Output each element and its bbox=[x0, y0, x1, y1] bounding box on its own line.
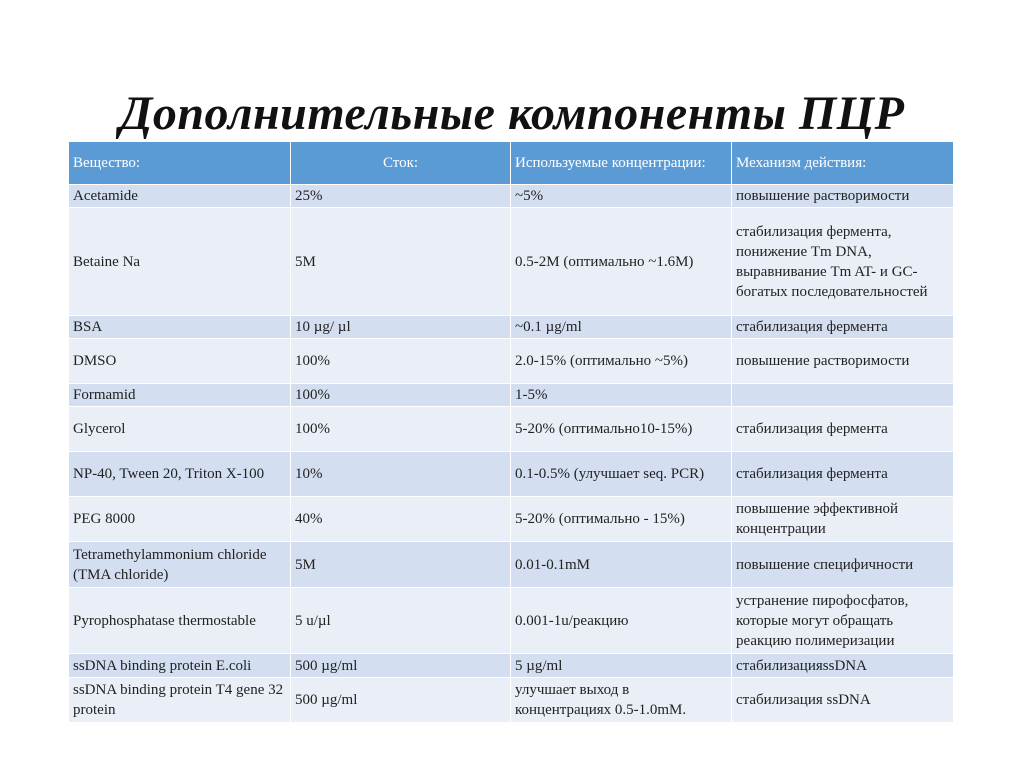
cell-concentration: 1-5% bbox=[511, 384, 732, 407]
header-concentration: Используемые концентрации: bbox=[511, 142, 732, 185]
cell-stock: 500 µg/ml bbox=[291, 678, 511, 723]
cell-stock: 25% bbox=[291, 185, 511, 208]
cell-mechanism: стабилизация фермента bbox=[732, 452, 954, 497]
cell-substance: NP-40, Tween 20, Triton X-100 bbox=[69, 452, 291, 497]
cell-concentration: ~5% bbox=[511, 185, 732, 208]
cell-stock: 100% bbox=[291, 339, 511, 384]
cell-substance: Formamid bbox=[69, 384, 291, 407]
cell-mechanism: стабилизацияssDNA bbox=[732, 654, 954, 678]
cell-mechanism: повышение растворимости bbox=[732, 339, 954, 384]
cell-mechanism: повышение эффективной концентрации bbox=[732, 497, 954, 542]
table-row bbox=[69, 185, 954, 208]
cell-substance: PEG 8000 bbox=[69, 497, 291, 542]
cell-substance: BSA bbox=[69, 316, 291, 339]
cell-mechanism bbox=[732, 384, 954, 407]
cell-substance: Tetramethylammonium chloride (TMA chloride) bbox=[69, 542, 291, 588]
cell-stock: 5M bbox=[291, 208, 511, 316]
table-row bbox=[69, 208, 954, 316]
table-row bbox=[69, 497, 954, 542]
cell-concentration: 0.001-1u/реакцию bbox=[511, 588, 732, 654]
cell-substance: Pyrophosphatase thermostable bbox=[69, 588, 291, 654]
table-row bbox=[69, 407, 954, 452]
page-title: Дополнительные компоненты ПЦР bbox=[119, 87, 905, 140]
cell-substance: ssDNA binding protein T4 gene 32 protein bbox=[69, 678, 291, 723]
cell-substance: Acetamide bbox=[69, 185, 291, 208]
cell-mechanism: стабилизация фермента bbox=[732, 407, 954, 452]
cell-concentration: 5-20% (оптимально - 15%) bbox=[511, 497, 732, 542]
cell-concentration: 0.1-0.5% (улучшает seq. PCR) bbox=[511, 452, 732, 497]
table-row bbox=[69, 542, 954, 588]
pcr-components-table bbox=[68, 141, 954, 723]
table-row bbox=[69, 384, 954, 407]
cell-substance: Glycerol bbox=[69, 407, 291, 452]
header-mechanism: Механизм действия: bbox=[732, 142, 954, 185]
header-substance: Вещество: bbox=[69, 142, 291, 185]
cell-concentration: ~0.1 µg/ml bbox=[511, 316, 732, 339]
cell-concentration: 0.5-2M (оптимально ~1.6M) bbox=[511, 208, 732, 316]
header-stock: Сток: bbox=[291, 142, 511, 185]
cell-stock: 10% bbox=[291, 452, 511, 497]
cell-substance: DMSO bbox=[69, 339, 291, 384]
cell-mechanism: стабилизация фермента bbox=[732, 316, 954, 339]
cell-mechanism: повышение растворимости bbox=[732, 185, 954, 208]
cell-concentration: 5-20% (оптимально10-15%) bbox=[511, 407, 732, 452]
table-row bbox=[69, 588, 954, 654]
cell-concentration: 0.01-0.1mM bbox=[511, 542, 732, 588]
cell-stock: 10 µg/ µl bbox=[291, 316, 511, 339]
cell-concentration: улучшает выход в концентрациях 0.5-1.0mM. bbox=[511, 678, 732, 723]
cell-mechanism: стабилизация ssDNA bbox=[732, 678, 954, 723]
cell-mechanism: повышение специфичности bbox=[732, 542, 954, 588]
cell-stock: 500 µg/ml bbox=[291, 654, 511, 678]
table-row bbox=[69, 678, 954, 723]
table-row bbox=[69, 654, 954, 678]
table-row bbox=[69, 452, 954, 497]
cell-concentration: 5 µg/ml bbox=[511, 654, 732, 678]
cell-stock: 100% bbox=[291, 407, 511, 452]
cell-substance: Betaine Na bbox=[69, 208, 291, 316]
table-row bbox=[69, 339, 954, 384]
cell-mechanism: устранение пирофосфатов, которые могут обращать реакцию полимеризации bbox=[732, 588, 954, 654]
cell-stock: 5M bbox=[291, 542, 511, 588]
table-header-row bbox=[69, 142, 954, 185]
cell-substance: ssDNA binding protein E.coli bbox=[69, 654, 291, 678]
cell-stock: 100% bbox=[291, 384, 511, 407]
cell-stock: 5 u/µl bbox=[291, 588, 511, 654]
table-row bbox=[69, 316, 954, 339]
cell-concentration: 2.0-15% (оптимально ~5%) bbox=[511, 339, 732, 384]
cell-stock: 40% bbox=[291, 497, 511, 542]
cell-mechanism: стабилизация фермента, понижение Tm DNA, выравнивание Tm AT- и GC-богатых последовательностей bbox=[732, 208, 954, 316]
